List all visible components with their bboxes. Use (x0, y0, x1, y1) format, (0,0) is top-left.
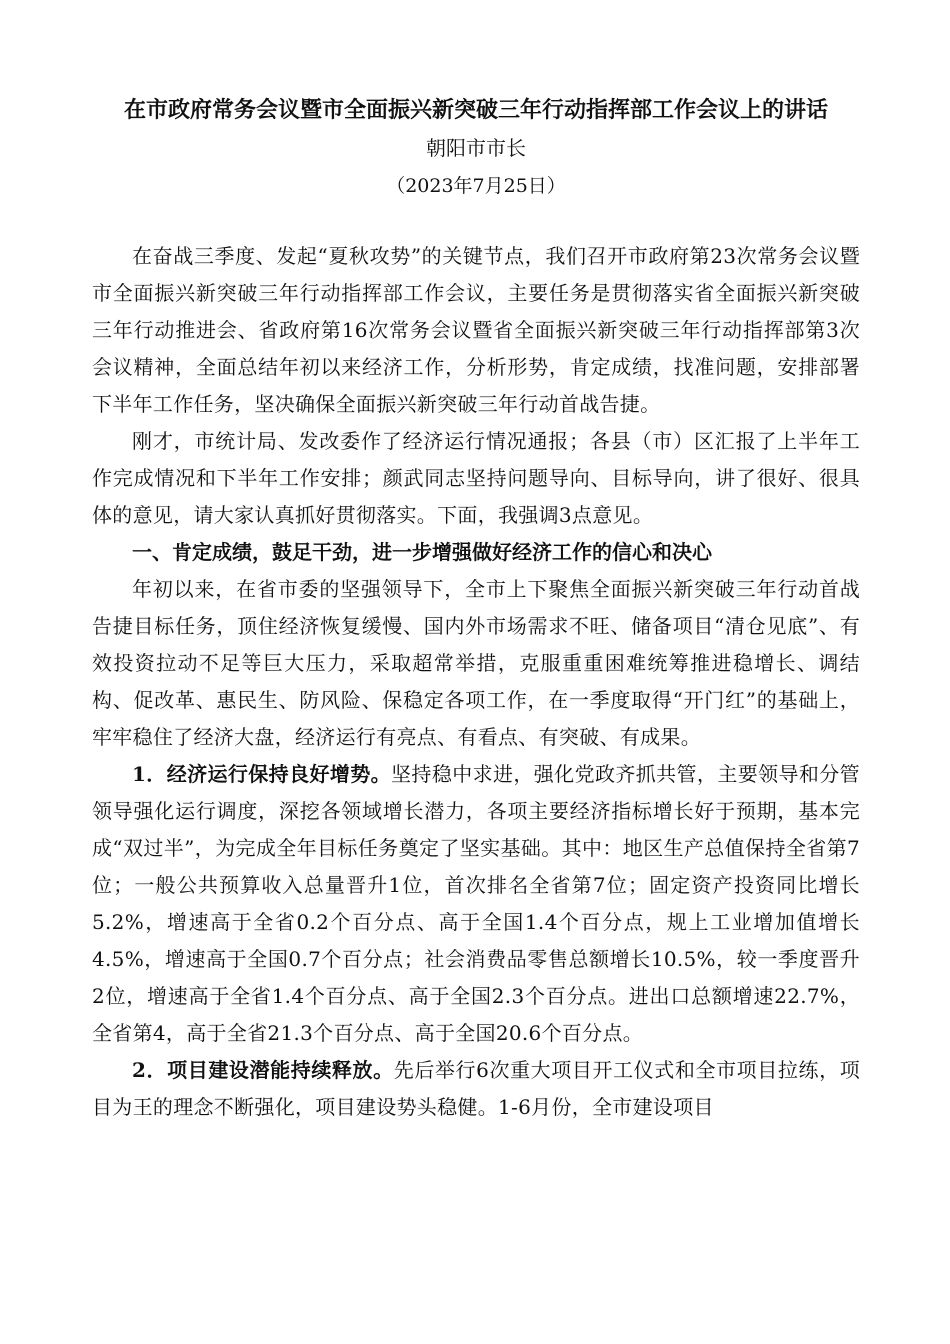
paragraph-point-2 (92, 1052, 860, 1126)
paragraph-point-1 (92, 756, 860, 1052)
paragraph-intro (92, 238, 860, 423)
speaker-line: 朝阳市市长 (426, 136, 526, 160)
paragraph-text: 坚持稳中求进，强化党政齐抓共管，主要领导和分管领导强化运行调度，深挖各领域增长潜力，各项主要经济指标增长好于预期，基本完成“双过半”，为完成全年目标任务奠定了坚实基础。其中：地区生产总值保持全省第7位；一般公共预算收入总量晋升1位，首次排名全省第7位；固定资产投资同比增长5.2%，增速高于全省0.2个百分点、高于全国1.4个百分点，规上工业增加值增长4.5%，增速高于全国0.7个百分点；社会消费品零售总额增长10.5%，较一季度晋升2位，增速高于全省1.4个百分点、高于全国2.3个百分点。进出口总额增速22.7%，全省第4，高于全省21.3个百分点、高于全国20.6个百分点。 (92, 762, 860, 1045)
point-lead: 2．项目建设潜能持续释放。 (132, 1058, 394, 1082)
paragraph-text: 在奋战三季度、发起“夏秋攻势”的关键节点，我们召开市政府第23次常务会议暨市全面振兴新突破三年行动指挥部工作会议，主要任务是贯彻落实省全面振兴新突破三年行动推进会、省政府第16次常务会议暨省全面振兴新突破三年行动指挥部第3次会议精神，全面总结年初以来经济工作，分析形势，肯定成绩，找准问题，安排部署下半年工作任务，坚决确保全面振兴新突破三年行动首战告捷。 (92, 244, 860, 416)
document-title: 在市政府常务会议暨市全面振兴新突破三年行动指挥部工作会议上的讲话 (123, 97, 828, 123)
paragraph-text: 先后举行6次重大项目开工仪式和全市项目拉练，项目为王的理念不断强化，项目建设势头稳健。1-6月份，全市建设项目 (92, 1058, 860, 1119)
point-lead: 1．经济运行保持良好增势。 (132, 762, 392, 786)
speech-date: （2023年7月25日） (386, 175, 566, 197)
paragraph-agenda (92, 423, 860, 534)
paragraph-text: 年初以来，在省市委的坚强领导下，全市上下聚焦全面振兴新突破三年行动首战告捷目标任务，顶住经济恢复缓慢、国内外市场需求不旺、储备项目“清仓见底”、有效投资拉动不足等巨大压力，采取超常举措，克服重重困难统筹推进稳增长、调结构、促改革、惠民生、防风险、保稳定各项工作，在一季度取得“开门红”的基础上，牢牢稳住了经济大盘，经济运行有亮点、有看点、有突破、有成果。 (92, 577, 860, 749)
document-page (92, 94, 860, 1126)
section-heading-1: 一、肯定成绩，鼓足干劲，进一步增强做好经济工作的信心和决心 (132, 540, 712, 564)
paragraph-text: 刚才，市统计局、发改委作了经济运行情况通报；各县（市）区汇报了上半年工作完成情况和下半年工作安排；颜武同志坚持问题导向、目标导向，讲了很好、很具体的意见，请大家认真抓好贯彻落实。下面，我强调3点意见。 (92, 429, 860, 527)
document-body (92, 238, 860, 1126)
paragraph-overview (92, 571, 860, 756)
